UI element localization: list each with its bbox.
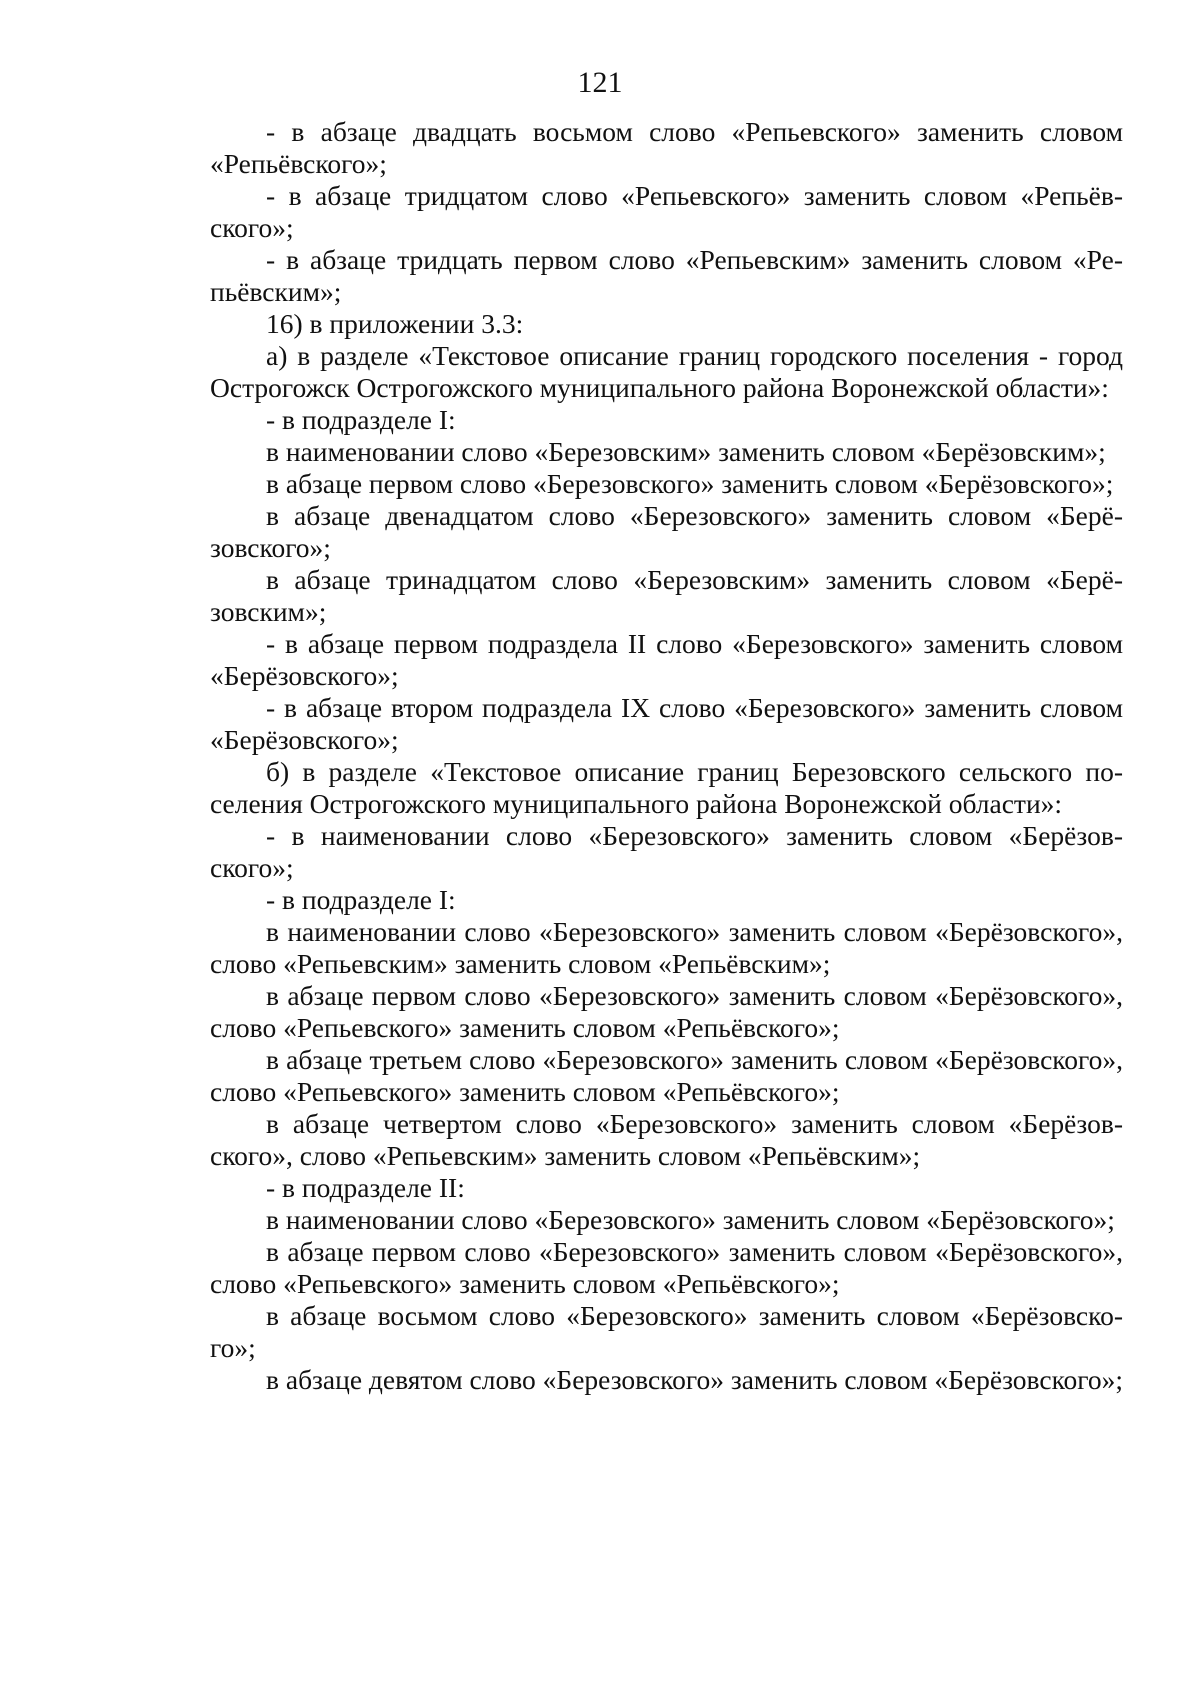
paragraph: б) в разделе «Текстовое описание границ Березовского сельского поселения Острогожского муниципального района Воронежской области»: [210, 756, 1123, 819]
paragraph: а) в разделе «Текстовое описание границ городского поселения - город Острогожск Острогожского муниципального района Воронежской области»: [210, 340, 1123, 403]
paragraph: в наименовании слово «Березовского» заменить словом «Берёзовского»; [266, 1204, 1115, 1235]
paragraph: - в абзаце двадцать восьмом слово «Репьевского» заменить словом «Репьёвского»; [210, 116, 1123, 179]
paragraph: в абзаце девятом слово «Березовского» заменить словом «Берёзовского»; [266, 1364, 1124, 1395]
paragraph: в абзаце тринадцатом слово «Березовским» заменить словом «Берёзовским»; [210, 564, 1123, 627]
paragraph: в наименовании слово «Березовским» заменить словом «Берёзовским»; [266, 436, 1106, 467]
document-body [210, 116, 1123, 1396]
paragraph: - в абзаце втором подраздела IX слово «Березовского» заменить словом «Берёзовского»; [210, 692, 1123, 755]
page-number: 121 [577, 66, 623, 99]
paragraph: - в подразделе II: [266, 1172, 465, 1203]
paragraph: в абзаце первом слово «Березовского» заменить словом «Берёзовского», слово «Репьевского» заменить словом «Репьёвского»; [210, 1236, 1123, 1299]
paragraph: в абзаце двенадцатом слово «Березовского» заменить словом «Берёзовского»; [210, 500, 1123, 563]
paragraph: в абзаце первом слово «Березовского» заменить словом «Берёзовского», слово «Репьевского» заменить словом «Репьёвского»; [210, 980, 1123, 1043]
paragraph: - в абзаце первом подраздела II слово «Березовского» заменить словом «Берёзовского»; [210, 628, 1123, 691]
paragraph: в абзаце первом слово «Березовского» заменить словом «Берёзовского»; [266, 468, 1114, 499]
paragraph: в абзаце восьмом слово «Березовского» заменить словом «Берёзовского»; [210, 1300, 1123, 1363]
paragraph: в наименовании слово «Березовского» заменить словом «Берёзовского», слово «Репьевским» заменить словом «Репьёвским»; [210, 916, 1123, 979]
paragraph: - в абзаце тридцать первом слово «Репьевским» заменить словом «Репьёвским»; [210, 244, 1123, 307]
paragraph: - в наименовании слово «Березовского» заменить словом «Берёзовского»; [210, 820, 1123, 883]
paragraph: в абзаце третьем слово «Березовского» заменить словом «Берёзовского», слово «Репьевского» заменить словом «Репьёвского»; [210, 1044, 1123, 1107]
paragraph: - в абзаце тридцатом слово «Репьевского» заменить словом «Репьёвского»; [210, 180, 1123, 243]
paragraph: - в подразделе I: [266, 884, 456, 915]
paragraph: 16) в приложении 3.3: [266, 308, 524, 339]
paragraph: - в подразделе I: [266, 404, 456, 435]
paragraph: в абзаце четвертом слово «Березовского» заменить словом «Берёзовского», слово «Репьевским» заменить словом «Репьёвским»; [210, 1108, 1123, 1171]
